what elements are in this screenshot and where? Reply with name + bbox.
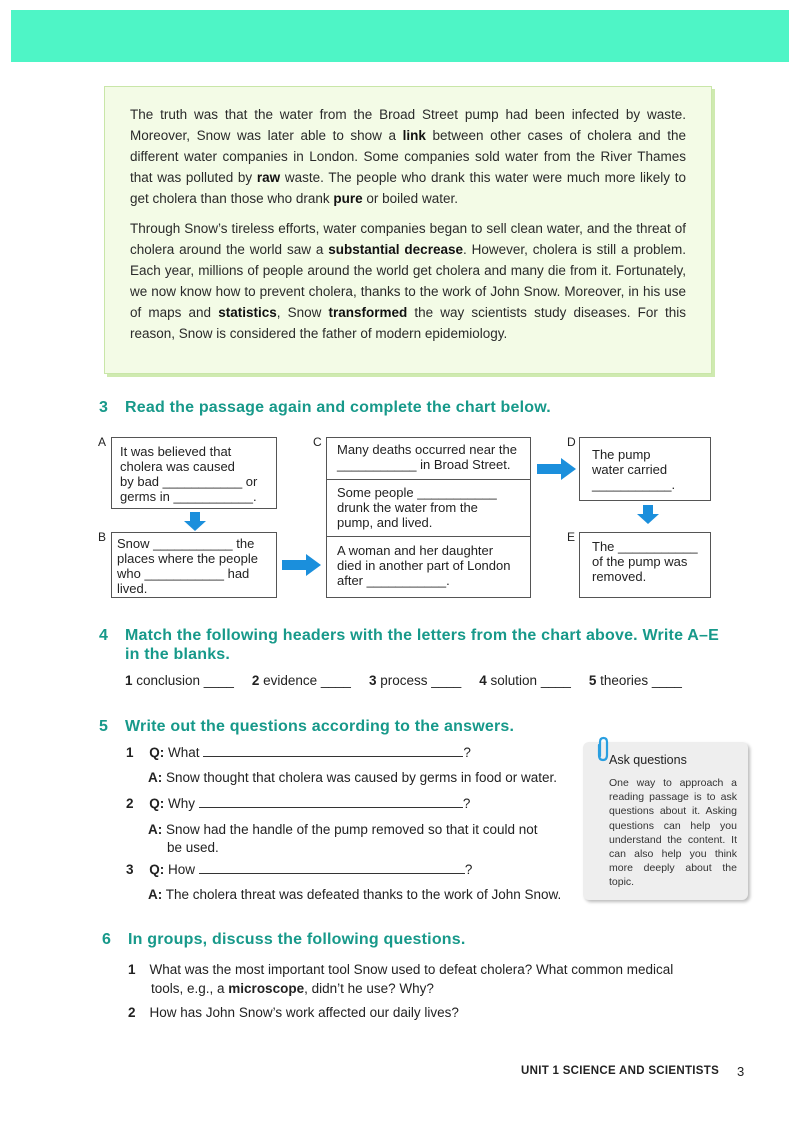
chart-line: cholera was caused (120, 459, 235, 474)
q4-item[interactable] (589, 673, 682, 688)
chart-letter-c: C (313, 435, 322, 449)
keyword: statistics (218, 305, 277, 320)
arrow-right-icon (537, 457, 577, 481)
chart-line: of the pump was (592, 554, 688, 569)
chart-box-b (111, 532, 277, 598)
q5-item-3-answer: A: The cholera threat was defeated thanks to the work of John Snow. (148, 887, 562, 902)
q4-item-label: theories ____ (596, 673, 682, 688)
chart-box-c-part-3 (337, 543, 510, 588)
chart-line: removed. (592, 569, 647, 584)
chart-line: lived. (117, 581, 148, 596)
paperclip-icon (594, 736, 612, 762)
chart-line: It was believed that (120, 444, 232, 459)
q4-item-number: 4 (479, 673, 487, 688)
chart-line: The ___________ (592, 539, 698, 554)
q5-item-1-answer: A: Snow thought that cholera was caused by germs in food or water. (148, 770, 557, 785)
chart-line: A woman and her daughter (337, 543, 494, 558)
chart-box-a-text (120, 444, 257, 504)
q4-item[interactable] (369, 673, 461, 688)
q4-item[interactable] (252, 673, 351, 688)
chart-letter-b: B (98, 530, 107, 544)
chart-line: Snow ___________ the (117, 536, 255, 551)
question-5-heading: 5 Write out the questions according to the answers. (99, 718, 515, 735)
chart-line: Many deaths occurred near the (337, 442, 517, 457)
chart-line: died in another part of London (337, 558, 511, 573)
keyword: link (402, 128, 426, 143)
answer-blank[interactable] (203, 745, 463, 757)
question-3-heading: 3 Read the passage again and complete the chart below. (99, 399, 551, 416)
chart-box-c-divider-1 (327, 479, 530, 480)
q4-item[interactable] (479, 673, 571, 688)
footer-unit-label: UNIT 1 SCIENCE AND SCIENTISTS (521, 1065, 720, 1077)
q4-item-number: 1 (125, 673, 133, 688)
chart-line: Some people ___________ (337, 485, 497, 500)
arrow-down-icon (636, 505, 660, 525)
chart-letter-e: E (567, 530, 576, 544)
chart-box-c (326, 437, 531, 598)
tip-title: Ask questions (609, 753, 687, 767)
chart-line: germs in ___________. (120, 489, 257, 504)
q4-item-number: 3 (368, 673, 377, 688)
q6-item-2: 2 How has John Snow’s work affected our daily lives? (128, 1005, 459, 1020)
q5-item-2-question: 2 Q: Why ? (126, 796, 471, 811)
q4-item-label: conclusion ____ (132, 673, 234, 688)
q5-item-3-question: 3 Q: How ? (126, 862, 473, 877)
page-number: 3 (737, 1064, 745, 1079)
passage-paragraph-1: The truth was that the water from the Broad Street pump had been infected by waste. Moreover, Snow was later able to show a link between other cases of cholera and the different water companies in London. Some companies sold water from the River Thames that was polluted by raw waste. The people who drank this water were much more likely to get cholera than those who drank pure or boiled water. (130, 107, 687, 206)
arrow-down-icon (183, 512, 207, 532)
chart-box-b-text (117, 536, 258, 596)
q4-item-number: 2 (251, 673, 260, 688)
chart-line: ___________ in Broad Street. (337, 457, 511, 472)
q4-item-number: 5 (588, 673, 597, 688)
question-4-items (125, 673, 700, 688)
chart-letter-a: A (98, 435, 107, 449)
chart-line: who ___________ had (117, 566, 250, 581)
q5-item-2-answer: A: Snow had the handle of the pump removed so that it could not be used. (148, 822, 538, 855)
chart-line: water carried (592, 462, 668, 477)
chart-line: ___________. (592, 477, 676, 492)
keyword: raw (256, 170, 281, 185)
tip-text: One way to approach a reading passage is to ask questions about it. Asking questions can help you understand the content. It can also help you think more deeply about the topic. (609, 777, 737, 889)
keyword: transformed (328, 305, 408, 320)
answer-blank[interactable] (199, 796, 463, 808)
chart-line: by bad ___________ or (120, 474, 258, 489)
chart-line: after ___________. (337, 573, 450, 588)
chart-line: pump, and lived. (337, 515, 433, 530)
q5-item-1-question: 1 Q: What ? (126, 745, 471, 760)
chart-box-e-text (592, 539, 698, 584)
chart-box-d-text (592, 447, 675, 492)
q4-item-label: evidence ____ (259, 673, 351, 688)
chart-box-a (111, 437, 277, 509)
q6-item-1: 1 What was the most important tool Snow used to defeat cholera? What common medical tools, e.g., a microscope, didn’t he use? Why? (128, 962, 674, 996)
passage-paragraph-2: Through Snow’s tireless efforts, water companies began to sell clean water, and the threat of cholera around the world saw a substantial decrease. However, cholera is still a problem. Each year, millions of people around the world get cholera and many die from it. Fortunately, we now know how to prevent cholera, thanks to the work of John Snow. Moreover, in his use of maps and statistics, Snow transformed the way scientists study diseases. For this reason, Snow is considered the father of modern epidemiology. (130, 221, 687, 341)
passage-box (104, 86, 712, 374)
question-4-heading: 4 Match the following headers with the letters from the chart above. Write A–E in the blanks. (99, 627, 719, 663)
question-6-heading: 6 In groups, discuss the following questions. (102, 931, 466, 948)
q4-item-label: solution ____ (486, 673, 571, 688)
chart-box-c-divider-2 (327, 536, 530, 537)
chart-box-c-part-1 (337, 442, 517, 472)
chart-line: The pump (592, 447, 651, 462)
arrow-right-icon (282, 553, 322, 577)
q4-item-label: process ____ (376, 673, 462, 688)
keyword: pure (333, 191, 363, 206)
header-band (11, 10, 789, 62)
chart-letter-d: D (567, 435, 576, 449)
chart-box-e (579, 532, 711, 598)
keyword: substantial decrease (328, 242, 463, 257)
chart-line: places where the people (117, 551, 258, 566)
answer-blank[interactable] (199, 862, 465, 874)
chart-line: drunk the water from the (337, 500, 478, 515)
chart-box-d (579, 437, 711, 501)
chart-box-c-part-2 (337, 485, 497, 530)
tip-box (583, 742, 748, 900)
q4-item[interactable] (125, 673, 234, 688)
